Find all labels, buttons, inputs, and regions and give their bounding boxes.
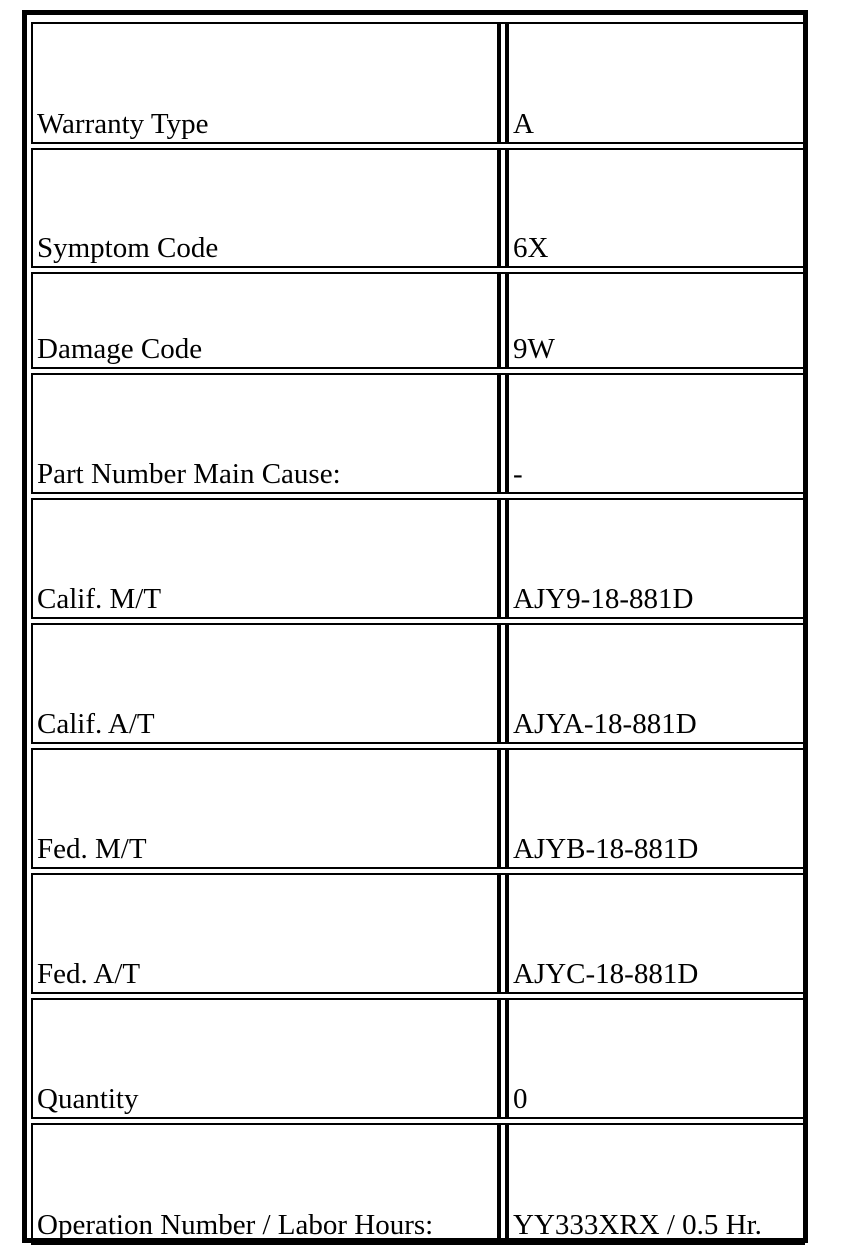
fed-at-value: AJYC-18-881D bbox=[507, 873, 805, 994]
calif-mt-value: AJY9-18-881D bbox=[507, 498, 805, 619]
warranty-info-table bbox=[31, 18, 805, 1249]
table-row bbox=[31, 148, 805, 268]
operation-number-labor-hours-label: Operation Number / Labor Hours: bbox=[31, 1123, 499, 1245]
cell-gap bbox=[499, 1123, 507, 1245]
table-row bbox=[31, 272, 805, 369]
cell-gap bbox=[499, 623, 507, 744]
table-row bbox=[31, 373, 805, 494]
table-row bbox=[31, 748, 805, 869]
warranty-type-label: Warranty Type bbox=[31, 22, 499, 144]
table-row bbox=[31, 998, 805, 1119]
calif-at-label: Calif. A/T bbox=[31, 623, 499, 744]
fed-mt-value: AJYB-18-881D bbox=[507, 748, 805, 869]
symptom-code-label: Symptom Code bbox=[31, 148, 499, 268]
cell-gap bbox=[499, 748, 507, 869]
part-number-main-cause-value: - bbox=[507, 373, 805, 494]
symptom-code-value: 6X bbox=[507, 148, 805, 268]
damage-code-value: 9W bbox=[507, 272, 805, 369]
calif-at-value: AJYA-18-881D bbox=[507, 623, 805, 744]
cell-gap bbox=[499, 873, 507, 994]
cell-gap bbox=[499, 998, 507, 1119]
warranty-type-value: A bbox=[507, 22, 805, 144]
fed-at-label: Fed. A/T bbox=[31, 873, 499, 994]
table-row bbox=[31, 498, 805, 619]
cell-gap bbox=[499, 373, 507, 494]
damage-code-label: Damage Code bbox=[31, 272, 499, 369]
warranty-table-frame bbox=[22, 10, 808, 1243]
operation-number-labor-hours-value: YY333XRX / 0.5 Hr. bbox=[507, 1123, 805, 1245]
table-row bbox=[31, 1123, 805, 1245]
calif-mt-label: Calif. M/T bbox=[31, 498, 499, 619]
table-row bbox=[31, 22, 805, 144]
cell-gap bbox=[499, 272, 507, 369]
cell-gap bbox=[499, 148, 507, 268]
fed-mt-label: Fed. M/T bbox=[31, 748, 499, 869]
quantity-value: 0 bbox=[507, 998, 805, 1119]
cell-gap bbox=[499, 498, 507, 619]
part-number-main-cause-label: Part Number Main Cause: bbox=[31, 373, 499, 494]
table-row bbox=[31, 873, 805, 994]
quantity-label: Quantity bbox=[31, 998, 499, 1119]
table-row bbox=[31, 623, 805, 744]
cell-gap bbox=[499, 22, 507, 144]
